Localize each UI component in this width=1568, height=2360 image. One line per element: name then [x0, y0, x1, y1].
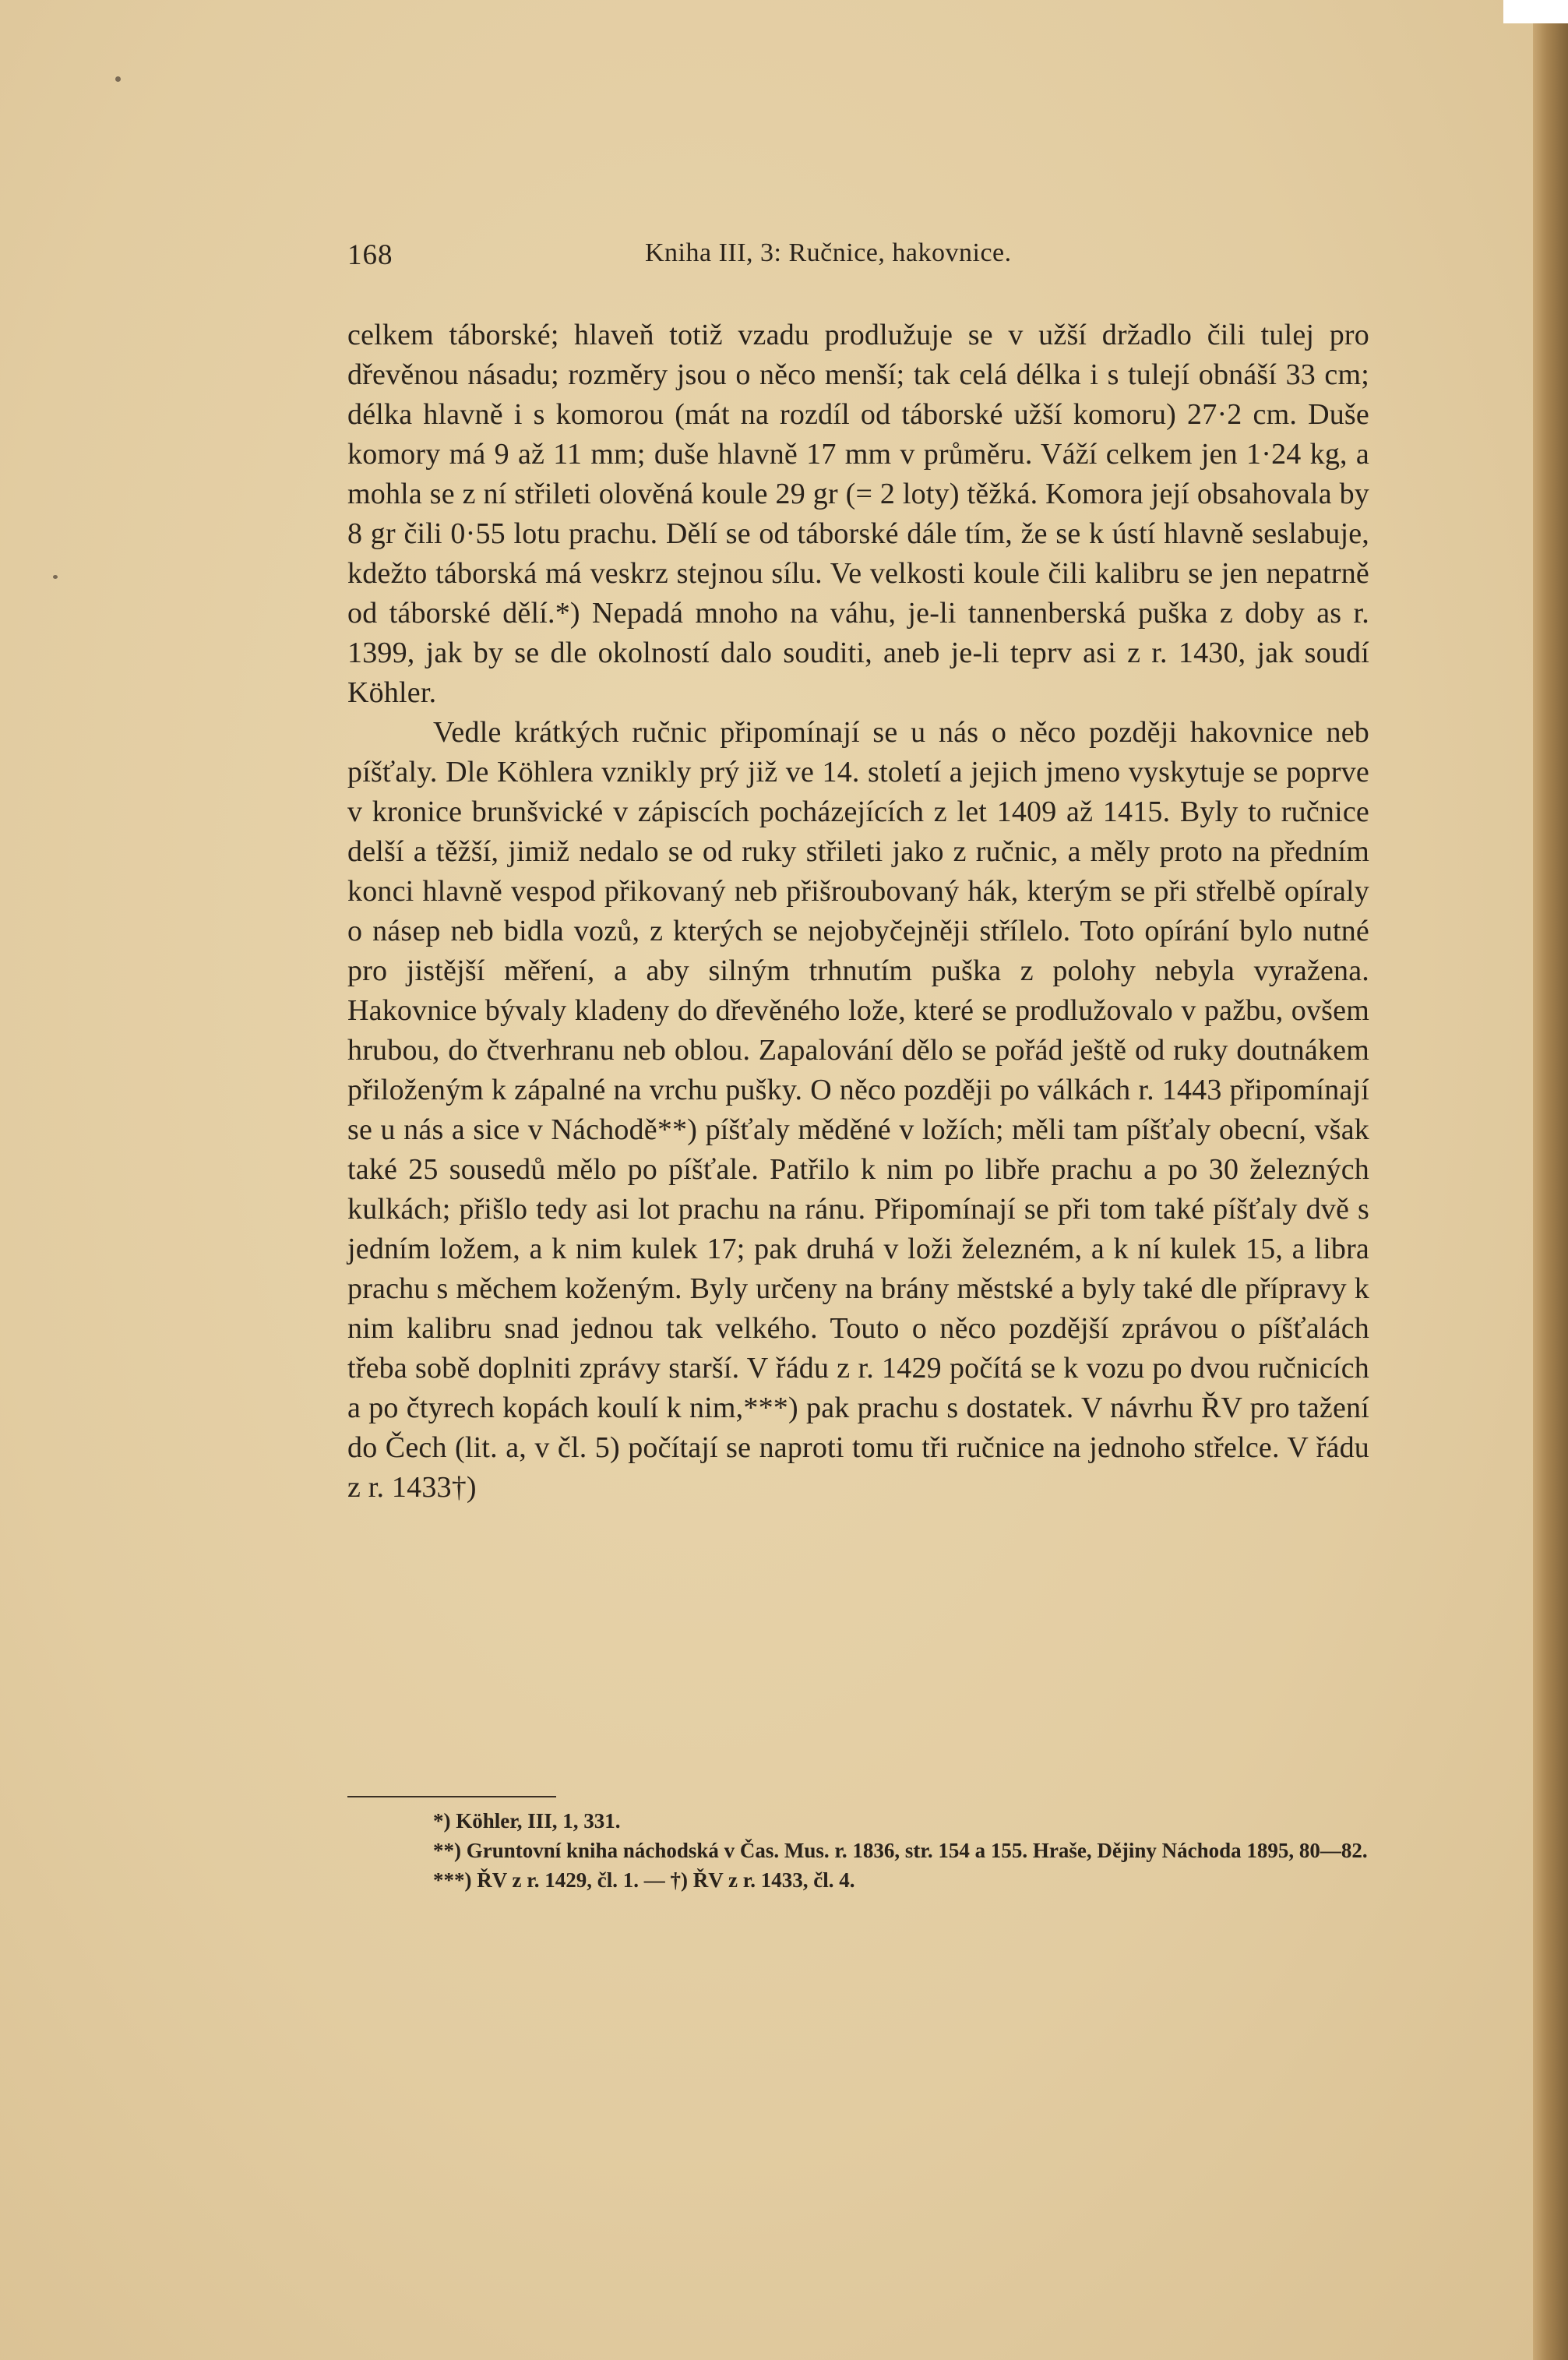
page-edge-shadow: [1533, 0, 1568, 2360]
paper-speck: [115, 76, 121, 82]
footnote: ***) ŘV z r. 1429, čl. 1. — †) ŘV z r. 1433, čl. 4.: [433, 1868, 855, 1892]
paragraph: celkem táborské; hlaveň totiž vzadu prodlužuje se v užší držadlo čili tulej pro dřevěnou násadu; rozměry jsou o něco menší; tak celá délka i s tulejí obnáší 33 cm; délka hlavně i s komorou (mát na rozdíl od táborské užší komoru) 27·2 cm. Duše komory má 9 až 11 mm; duše hlavně 17 mm v průměru. Váží celkem jen 1·24 kg, a mohla se z ní střileti olověná koule 29 gr (= 2 loty) těžká. Komora její obsahovala by 8 gr čili 0·55 lotu prachu. Dělí se od táborské dále tím, že se k ústí hlavně seslabuje, kdežto táborská má veskrz stejnou sílu. Ve velkosti koule čili kalibru se jen nepatrně od táborské dělí.*) Nepadá mnoho na váhu, je-li tannenberská puška z doby as r. 1399, jak by se dle okolností dalo souditi, aneb je-li teprv asi z r. 1430, jak soudí Köhler.: [347, 319, 1369, 709]
footnotes: [347, 1806, 1369, 1895]
footnote: *) Köhler, III, 1, 331.: [433, 1809, 621, 1833]
main-text: [347, 316, 1369, 1508]
running-title: Kniha III, 3: Ručnice, hakovnice.: [645, 238, 1012, 267]
scan-corner: [1503, 0, 1568, 23]
page-header: [347, 238, 1369, 277]
footnote-rule: [347, 1796, 556, 1797]
footnote: **) Gruntovní kniha náchodská v Čas. Mus. r. 1836, str. 154 a 155. Hraše, Dějiny Náchoda 1895, 80—82.: [433, 1839, 1368, 1862]
paper-speck: [53, 575, 58, 579]
paragraph: Vedle krátkých ručnic připomínají se u nás o něco později hakovnice neb píšťaly. Dle Köhlera vznikly prý již ve 14. století a jejich jmeno vyskytuje se poprve v kronice brunšvické v zápiscích pocházejících z let 1409 až 1415. Byly to ručnice delší a těžší, jimiž nedalo se od ruky střileti jako z ručnic, a měly proto na předním konci hlavně vespod přikovaný neb přišroubovaný hák, kterým se při střelbě opíraly o násep neb bidla vozů, z kterých se nejobyčejněji střílelo. Toto opírání bylo nutné pro jistější měření, a aby silným trhnutím puška z polohy nebyla vyražena. Hakovnice bývaly kladeny do dřevěného lože, které se prodlužovalo v pažbu, ovšem hrubou, do čtverhranu neb oblou. Zapalování dělo se pořád ještě od ruky doutnákem přiloženým k zápalné na vrchu pušky. O něco později po válkách r. 1443 připomínají se u nás a sice v Náchodě**) píšťaly měděné v ložích; měli tam píšťaly obecní, však také 25 sousedů mělo po píšťale. Patřilo k nim po libře prachu a po 30 železných kulkách; přišlo tedy asi lot prachu na ránu. Připomínají se při tom také píšťaly dvě s jedním ložem, a k nim kulek 17; pak druhá v loži železném, a k ní kulek 15, a libra prachu s měchem koženým. Byly určeny na brány městské a byly také dle přípravy k nim kalibru snad jednou tak velkého. Touto o něco pozdější zprávou o píšťalách třeba sobě doplniti zprávy starší. V řádu z r. 1429 počítá se k vozu po dvou ručnicích a po čtyrech kopách koulí k nim,***) pak prachu s dostatek. V návrhu ŘV pro tažení do Čech (lit. a, v čl. 5) počítají se naproti tomu tři ručnice na jednoho střelce. V řádu z r. 1433†): [347, 716, 1369, 1504]
page-number: 168: [347, 239, 393, 271]
